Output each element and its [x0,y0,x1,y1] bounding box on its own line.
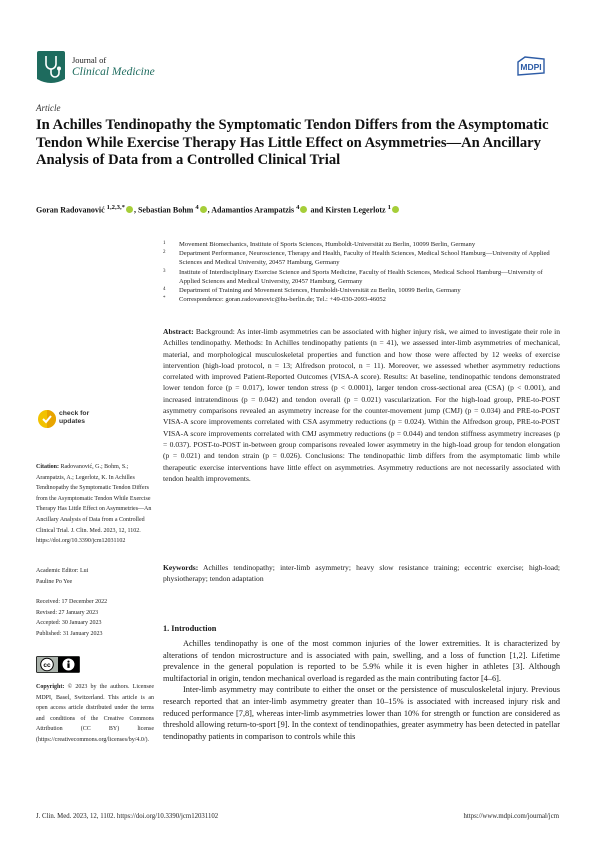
published-date: Published: 31 January 2023 [36,630,103,637]
author-list: Goran Radovanović $^{1,2,3,*}$ , Sebastian Bohm $^4$ , Adamantios Arampatzis $^4$ and Kirsten Legerlotz $^1$ [36,204,566,215]
affiliation-number: 3 [163,268,166,274]
footer-citation[interactable]: J. Clin. Med. 2023, 12, 1102. https://doi.org/10.3390/jcm12031102 [36,813,219,820]
author-name[interactable]: Adamantios Arampatzis [211,205,295,215]
affiliation-item [163,249,563,267]
check-updates-line1: check for [59,410,90,417]
affiliation-list [163,240,563,304]
copyright-label: Copyright: [36,684,65,690]
citation-text: Radovanović, G.; Bohm, S.; Arampatzis, A.; Legerlotz, K. In Achilles Tendinopathy the Symptomatic Tendon Differs from the Asymptomatic Tendon While Exercise Therapy Has Little Effect on Asymmetries—An Ancillary Analysis of Data from a Controlled Clinical Trial. J. Clin. Med. 2023, 12, 1102. https://doi.org/10.3390/jcm12031102 [36,464,152,545]
copyright-block [36,682,154,746]
affiliation-number: 4 [163,287,166,293]
check-updates-icon [37,408,57,430]
editor-label: Academic Editor: Lui [36,568,89,574]
journal-name-line2: Clinical Medicine [72,66,155,78]
author-affil-sup: 1 [387,204,391,211]
author-affil-sup: 4 [195,204,199,211]
abstract [163,326,560,484]
journal-name [72,55,155,79]
paper-title: In Achilles Tendinopathy the Symptomatic Tendon Differs from the Asymptomatic Tendon While Exercise Therapy Has Little Effect on Asymmetries—An Ancillary Analysis of Data from a Controlled Clinical Trial [36,117,549,169]
abstract-label: Abstract: [163,327,194,336]
keywords-text: Achilles tendinopathy; inter-limb asymmetry; heavy slow resistance training; eccentric exercise; high-load; physiotherapy; tendon adaptation [163,563,560,584]
revised-date: Revised: 27 January 2023 [36,609,99,616]
copyright-text: © 2023 by the authors. Licensee MDPI, Basel, Switzerland. This article is an open access article distributed under the terms and conditions of the Creative Commons Attribution (CC BY) license (https://creativecommons.org/licenses/by/4.0/). [36,684,155,743]
author-name[interactable]: Goran Radovanović [36,205,105,215]
mdpi-logo-icon [514,56,548,76]
orcid-icon[interactable] [300,206,307,213]
check-updates-line2: updates [59,417,86,425]
correspondence-item [163,295,563,304]
affiliation-number: * [163,296,166,302]
publication-dates [36,597,156,639]
cc-by-license-icon[interactable] [36,656,80,673]
abstract-text: Background: As inter-limb asymmetries can be associated with higher injury risk, we aimed to investigate their role in Achilles tendinopathy. Methods: In Achilles tendinopathy patients (n = 41), we assessed inter-limb asymmetries of mechanical, material, and morphological musculoskeletal properties and function and how those were affected by 12 weeks of exercise intervention (high-load protocol, n = 13; Alfredson protocol, n = 11). Moreover, we assessed whether asymmetry reductions correlated with improved Patient-Reported Outcomes (VISA-A score). Results: At baseline, tendinopathic tendons demonstrated lower tendon force (p = 0.017), lower tendon stress (p < 0.0001), larger tendon cross-sectional area (CSA) (p < 0.001), and increased intratendinous (p = 0.042) and tendon overall (p = 0.021) vascularization. For the high-load group, PRE-to-POST asymmetry comparisons revealed an asymmetry increase for the counter-movement jump (CMJ) (p = 0.034) and PRE-to-POST VISA-A score improvements correlated with CSA asymmetry reductions (p = 0.024). Within the Alfredson group, PRE-to-POST VISA-A score improvements correlated with CMJ asymmetry reductions (p = 0.044) and tendon stiffness asymmetry increases (p = 0.037). POST-to-POST in-between group comparisons revealed lower asymmetry in the high-load group for tendon elongation (p = 0.021) and tendon strain (p = 0.026). Conclusions: The tendinopathic limb differs from the asymptomatic limb while therapeutic exercise interventions have little effect on asymmetries. Asymmetry reductions are not necessarily associated with tendon health improvements. [163,327,560,483]
svg-text:cc: cc [43,662,51,669]
affiliation-text: Movement Biomechanics, Institute of Sports Sciences, Humboldt-Universität zu Berlin, 10099 Berlin, Germany [179,241,476,248]
affiliation-text: Department Performance, Neuroscience, Therapy and Health, Faculty of Health Sciences, Medical School Hamburg—University of Applied Sciences and Medical University, 20457 Hamburg, Germany [179,250,550,267]
affiliation-item [163,240,563,249]
accepted-date: Accepted: 30 January 2023 [36,620,102,627]
affiliation-number: 2 [163,250,166,256]
keywords-label: Keywords: [163,563,199,572]
paragraph: Achilles tendinopathy is one of the most common injuries of the lower extremities. It is characterized by alterations of tendon microstructure and is associated with pain, swelling, and a loss of function [1,2]. Lifetime prevalence in the general population is reported to be 5.9% while it is even higher in athletes [3]. Although multifactorial in origin, tendon mechanical overload is regarded as the main contributing factor [4–6]. [163,639,560,683]
affiliation-text: Institute of Interdisciplinary Exercise Science and Sports Medicine, Faculty of Health Sciences, Medical School Hamburg—University of Applied Sciences and Medical University, 20457 Hamburg, Germany [179,268,543,285]
orcid-icon[interactable] [126,206,133,213]
affiliation-item [163,286,563,295]
correspondence-text[interactable]: Correspondence: goran.radovanovic@hu-berlin.de; Tel.: +49-030-2093-46052 [179,296,386,304]
orcid-icon[interactable] [200,206,207,213]
received-date: Received: 17 December 2022 [36,599,108,605]
author-name[interactable]: Kirsten Legerlotz [325,205,386,215]
author-affil-sup: 4 [296,204,300,211]
footer-journal-url[interactable]: https://www.mdpi.com/journal/jcm [463,813,559,820]
article-type: Article [36,103,61,113]
affiliation-item [163,268,563,286]
check-for-updates-button[interactable] [37,407,107,433]
affiliation-number: 1 [163,241,166,246]
editor-name: Pauline Po Yee [36,578,73,585]
citation-block [36,462,156,547]
check-updates-label [59,410,89,425]
section-heading-introduction: 1. Introduction [163,624,217,633]
author-name[interactable]: Sebastian Bohm [137,205,194,215]
affiliation-text: Department of Training and Movement Sciences, Humboldt-Universität zu Berlin, 10099 Berlin, Germany [179,287,461,295]
paragraph: Inter-limb asymmetry may contribute to either the onset or the persistence of musculoskeletal injury. Previous research reported that an inter-limb asymmetry greater than 10–15% is associated with increased injury risk and reduced performance [7,8], whereas inter-limb asymmetries lower than 10% for strength or function are considered as threshold allowing return-to-sport [9]. In the context of tendinopathies, greater asymmetry has been detected in patellar tendinopathy patients in comparison to controls while this [163,685,560,741]
journal-logo-icon [36,50,66,84]
orcid-icon[interactable] [392,206,399,213]
citation-label: Citation: [36,464,59,470]
journal-name-line1: Journal of [72,55,107,65]
introduction-body [163,638,560,742]
publisher-name: MDPI [520,62,542,72]
academic-editor [36,566,156,587]
keywords [163,562,560,585]
author-affil-sup: 1,2,3,* [106,204,125,211]
